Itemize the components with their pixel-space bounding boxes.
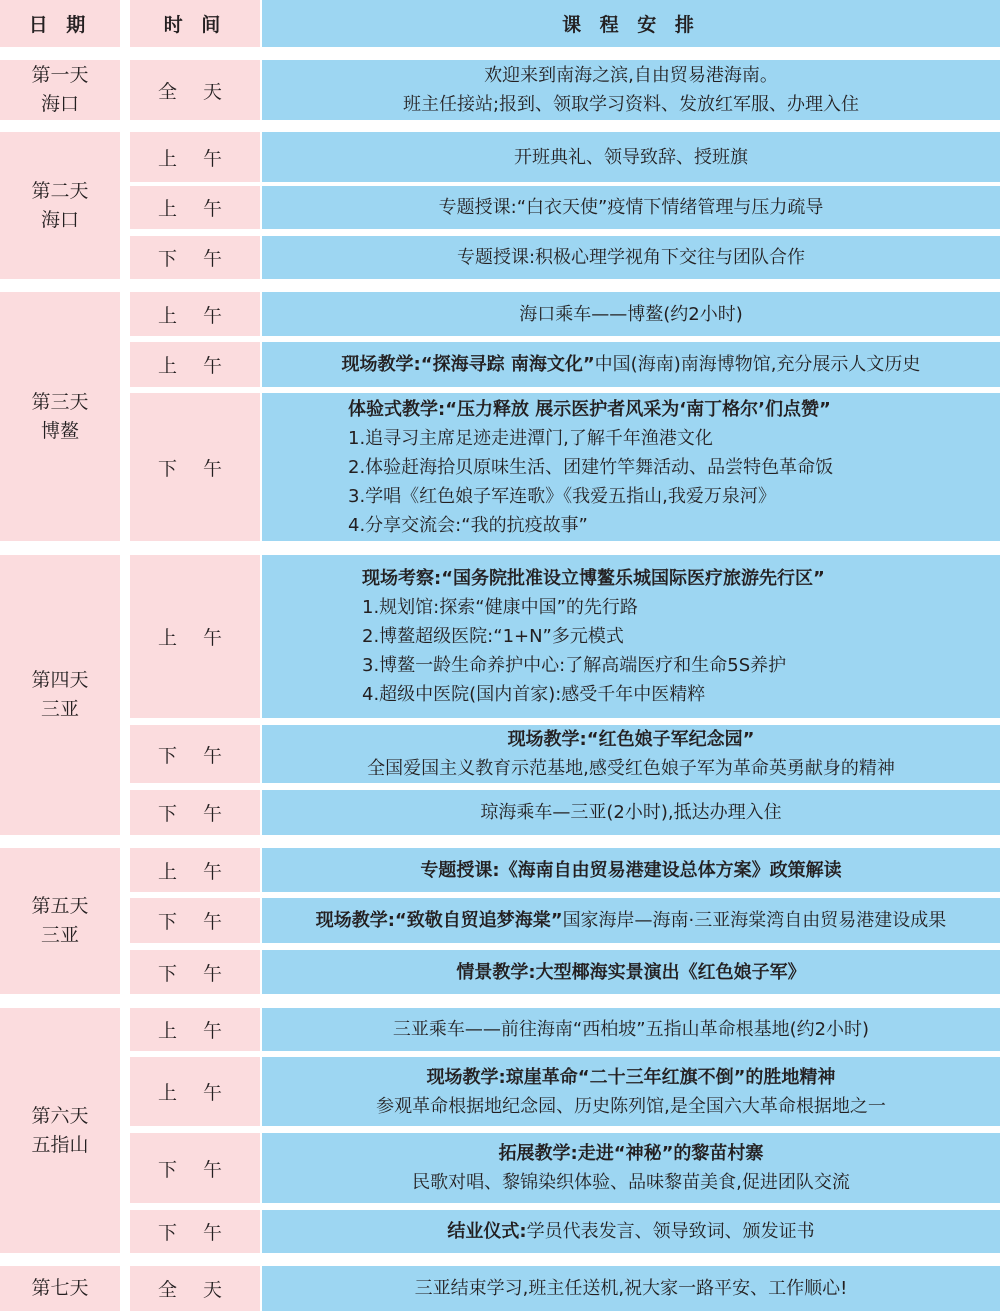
content-title: 现场教学:“红色娘子军纪念园” [507, 729, 755, 750]
content-title: 专题授课:《海南自由贸易港建设总体方案》政策解读 [420, 859, 842, 881]
content-line [348, 511, 588, 540]
session-content [262, 790, 1000, 835]
session-content [262, 725, 1000, 783]
content-text: 参观革命根据地纪念园、历史陈列馆,是全国六大革命根据地之一 [376, 1095, 886, 1117]
session-time: 全 天 [130, 60, 260, 120]
content-text: 三亚结束学习,班主任送机,祝大家一路平安、工作顺心! [414, 1278, 848, 1299]
day-name: 第六天 [31, 1104, 89, 1127]
content-line [362, 564, 825, 593]
content-line [415, 1274, 848, 1303]
session-content [262, 132, 1000, 182]
session-time: 下 午 [130, 790, 260, 835]
day-cell [0, 132, 120, 279]
content-line [376, 1092, 886, 1121]
session-content [262, 848, 1000, 892]
content-line [362, 593, 638, 622]
content-line [508, 725, 755, 754]
content-title: 现场教学:琼崖革命“二十三年红旗不倒”的胜地精神 [426, 1066, 836, 1088]
session-time: 上 午 [130, 1057, 260, 1126]
session-content [262, 236, 1000, 279]
content-line [456, 958, 805, 987]
session-content [262, 60, 1000, 120]
session-time: 下 午 [130, 950, 260, 994]
session-time: 上 午 [130, 1008, 260, 1051]
session-content [262, 950, 1000, 994]
content-text: 欢迎来到南海之滨,自由贸易港海南。 [484, 65, 778, 86]
content-line [412, 1168, 850, 1197]
session-time: 上 午 [130, 132, 260, 182]
day-place: 五指山 [31, 1133, 89, 1156]
content-line [420, 856, 841, 885]
day-cell [0, 60, 120, 120]
day-cell [0, 1008, 120, 1253]
session-time: 下 午 [130, 1133, 260, 1203]
content-line [362, 622, 624, 651]
content-line [457, 243, 805, 272]
content-line [316, 906, 947, 935]
content-line [499, 1139, 764, 1168]
content-text: 专题授课:积极心理学视角下交往与团队合作 [456, 247, 806, 268]
content-line [427, 1063, 836, 1092]
content-text: 3.学唱《红色娘子军连歌》《我爱五指山,我爱万泉河》 [348, 485, 776, 507]
day-place: 三亚 [40, 698, 79, 720]
session-time: 下 午 [130, 898, 260, 943]
session-content [262, 898, 1000, 943]
content-line [348, 482, 776, 511]
content-text: 海口乘车——博鳌(约2小时) [519, 303, 743, 325]
content-line [403, 90, 859, 119]
session-content [262, 1266, 1000, 1311]
session-time: 下 午 [130, 725, 260, 783]
session-time: 全 天 [130, 1266, 260, 1311]
session-content [262, 555, 1000, 718]
day-place: 博鳌 [40, 419, 79, 442]
content-title: 现场教学:“致敬自贸追梦海棠” [315, 910, 563, 931]
content-line [342, 350, 921, 379]
content-text: 1.规划馆:探索“健康中国”的先行路 [362, 597, 638, 618]
content-title: 体验式教学:“压力释放 展示医护者风采为‘南丁格尔’们点赞” [348, 398, 831, 420]
content-title: 现场教学:“探海寻踪 南海文化” [341, 354, 595, 375]
content-title: 拓展教学:走进“神秘”的黎苗村寨 [498, 1143, 764, 1164]
content-title: 现场考察:“国务院批准设立博鳌乐城国际医疗旅游先行区” [362, 568, 825, 589]
content-text: 开班典礼、领导致辞、授班旗 [514, 146, 748, 168]
session-time: 下 午 [130, 1210, 260, 1253]
session-content [262, 186, 1000, 229]
header-date: 日 期 [0, 0, 120, 47]
header-time: 时 间 [130, 0, 260, 47]
content-line [348, 424, 713, 453]
content-line [519, 300, 743, 329]
content-title: 情景教学:大型椰海实景演出《红色娘子军》 [456, 961, 806, 983]
day-cell [0, 555, 120, 835]
day-cell [0, 848, 120, 994]
content-text: 民歌对唱、黎锦染织体验、品味黎苗美食,促进团队交流 [412, 1172, 850, 1193]
session-content [262, 292, 1000, 336]
content-text: 3.博鳌一龄生命养护中心:了解高端医疗和生命5S养护 [362, 655, 787, 676]
session-time: 上 午 [130, 186, 260, 229]
content-line [393, 1015, 869, 1044]
content-line [514, 143, 748, 172]
day-name: 第七天 [31, 1277, 89, 1299]
day-name: 第二天 [31, 179, 89, 202]
content-text: 2.博鳌超级医院:“1+N”多元模式 [362, 626, 624, 647]
content-line [348, 453, 833, 482]
session-content [262, 1133, 1000, 1203]
day-name: 第一天 [31, 64, 89, 86]
content-text: 学员代表发言、领导致词、颁发证书 [526, 1221, 815, 1242]
content-text: 2.体验赶海拾贝原味生活、团建竹竿舞活动、品尝特色革命饭 [348, 456, 834, 478]
content-text: 4.分享交流会:“我的抗疫故事” [348, 514, 588, 536]
content-text: 4.超级中医院(国内首家):感受千年中医精粹 [362, 684, 706, 705]
content-line [367, 754, 895, 783]
content-text: 全国爱国主义教育示范基地,感受红色娘子军为革命英勇献身的精神 [367, 758, 895, 779]
content-title: 结业仪式: [447, 1221, 527, 1242]
session-time: 上 午 [130, 342, 260, 387]
day-place: 海口 [40, 208, 79, 231]
session-content [262, 1057, 1000, 1126]
content-text: 专题授课:“白衣天使”疫情下情绪管理与压力疏导 [438, 197, 824, 218]
content-text: 1.追寻习主席足迹走进潭门,了解千年渔港文化 [348, 427, 713, 449]
content-line [348, 395, 831, 424]
header-schedule: 课 程 安 排 [262, 0, 1000, 47]
session-content [262, 1210, 1000, 1253]
content-text: 中国(海南)南海博物馆,充分展示人文历史 [594, 354, 921, 375]
session-content [262, 1008, 1000, 1051]
session-time: 上 午 [130, 555, 260, 718]
content-line [362, 651, 786, 680]
day-place: 三亚 [40, 924, 79, 946]
content-text: 三亚乘车——前往海南“西柏坡”五指山革命根基地(约2小时) [392, 1019, 870, 1040]
day-name: 第四天 [31, 669, 89, 691]
content-line [447, 1217, 814, 1246]
content-line [480, 798, 781, 827]
day-place: 海口 [40, 93, 79, 115]
session-time: 下 午 [130, 393, 260, 541]
session-content [262, 393, 1000, 541]
content-text: 班主任接站;报到、领取学习资料、发放红军服、办理入住 [402, 94, 860, 115]
content-line [362, 680, 705, 709]
day-name: 第五天 [31, 895, 89, 917]
day-cell [0, 1266, 120, 1311]
day-cell [0, 292, 120, 541]
day-name: 第三天 [31, 390, 89, 413]
session-time: 上 午 [130, 292, 260, 336]
content-text: 琼海乘车—三亚(2小时),抵达办理入住 [480, 802, 782, 823]
content-text: 国家海岸—海南·三亚海棠湾自由贸易港建设成果 [562, 910, 947, 931]
content-line [484, 61, 778, 90]
content-line [439, 193, 824, 222]
session-time: 上 午 [130, 848, 260, 892]
session-time: 下 午 [130, 236, 260, 279]
session-content [262, 342, 1000, 387]
